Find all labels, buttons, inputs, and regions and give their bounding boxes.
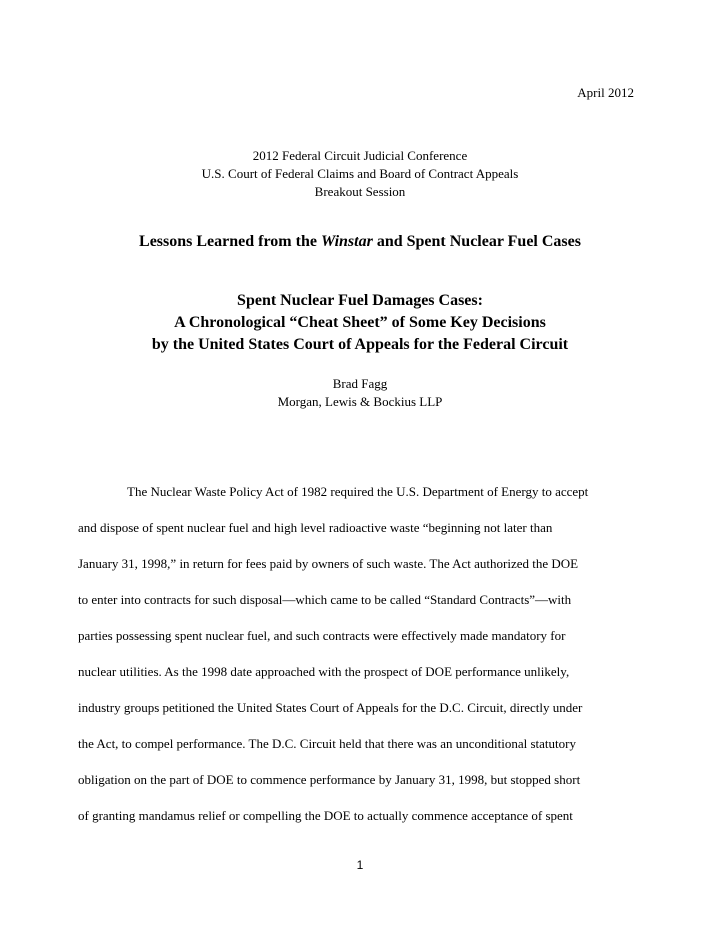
body-line-6: nuclear utilities. As the 1998 date approached with the prospect of DOE performance unlikely, [78,664,570,679]
author-name: Brad Fagg [332,376,388,391]
document-title [0,233,720,251]
author-firm: Morgan, Lewis & Bockius LLP [277,394,443,409]
body-line-5: parties possessing spent nuclear fuel, and such contracts were effectively made mandatory for [78,628,566,643]
document-date: April 2012 [577,85,634,100]
conference-session: Breakout Session [314,184,406,199]
conference-court: U.S. Court of Federal Claims and Board of Contract Appeals [201,166,519,181]
document-subtitle [0,290,720,356]
subtitle-line-1: Spent Nuclear Fuel Damages Cases: [237,292,483,309]
body-line-9: obligation on the part of DOE to commence performance by January 31, 1998, but stopped short [78,772,581,787]
subtitle-line-2: A Chronological “Cheat Sheet” of Some Key Decisions [174,314,546,331]
body-line-7: industry groups petitioned the United States Court of Appeals for the D.C. Circuit, directly under [78,700,583,715]
body-line-4: to enter into contracts for such disposal—which came to be called “Standard Contracts”—with [78,592,572,607]
body-line-2: and dispose of spent nuclear fuel and high level radioactive waste “beginning not later than [78,520,553,535]
body-line-10: of granting mandamus relief or compelling the DOE to actually commence acceptance of spent [78,808,573,823]
title-suffix: and Spent Nuclear Fuel Cases [372,233,581,250]
conference-name: 2012 Federal Circuit Judicial Conference [252,148,468,163]
page-number: 1 [356,858,364,872]
body-line-3: January 31, 1998,” in return for fees paid by owners of such waste. The Act authorized the DOE [78,556,579,571]
subtitle-line-3: by the United States Court of Appeals for the Federal Circuit [151,336,569,353]
title-italic-winstar: Winstar [320,233,373,250]
title-prefix: Lessons Learned from the [139,233,321,250]
body-line-1: The Nuclear Waste Policy Act of 1982 required the U.S. Department of Energy to accept [127,484,589,499]
author-block [0,375,720,411]
body-line-8: the Act, to compel performance. The D.C. Circuit held that there was an unconditional statutory [78,736,576,751]
